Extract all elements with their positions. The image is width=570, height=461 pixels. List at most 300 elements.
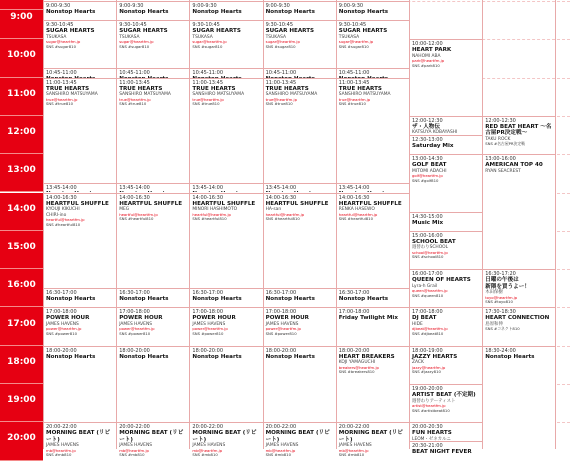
program-block[interactable] [410, 154, 482, 211]
program-title: Nonstop Hearts [192, 9, 242, 15]
program-title: ザ・人物伝 [412, 123, 440, 130]
program-time: 17:00-18:00 [46, 309, 77, 316]
program-host: HIDE [412, 321, 423, 327]
program-host: JAMES HAVENS [265, 443, 299, 449]
program-sns: SNS #queen810 [412, 292, 444, 298]
program-host: 島原和伸 [485, 321, 503, 327]
program-sns: SNS #sugar810 [46, 43, 76, 49]
program-time: 17:00-18:00 [412, 309, 443, 316]
program-title: POWER HOUR [119, 315, 163, 322]
program-host: KATSUYA KOBAYASHI [412, 130, 458, 136]
program-sns: SNS #school810 [412, 254, 444, 260]
program-mail[interactable]: school@heartfm.jp [412, 249, 448, 255]
program-sns: SNS #golf810 [412, 177, 439, 183]
program-time: 11:00-13:45 [265, 79, 297, 86]
hour-label-top [0, 0, 43, 10]
program-block[interactable] [264, 68, 336, 78]
program-sns: SNS #artistbeat810 [412, 407, 450, 413]
program-mail[interactable]: artist@heartfm.jp [412, 403, 446, 408]
program-block[interactable] [337, 422, 409, 460]
program-block[interactable] [190, 307, 262, 345]
program-block[interactable] [337, 346, 409, 423]
program-block[interactable] [410, 346, 482, 384]
program-title: HEART BREAKERS [338, 353, 395, 360]
program-sns: SNS #mb810 [338, 452, 365, 458]
program-block[interactable] [117, 183, 189, 193]
program-host: TSUKASA [265, 34, 286, 40]
program-time: 14:00-16:30 [338, 194, 370, 201]
program-block[interactable] [264, 307, 336, 345]
program-block[interactable] [337, 78, 409, 183]
program-block[interactable] [410, 116, 482, 135]
program-time: 13:00-14:30 [412, 156, 443, 163]
program-sns: SNS #power810 [46, 330, 78, 336]
program-title: Nonstop Hearts [46, 353, 96, 360]
program-host: TSUKASA [46, 34, 67, 40]
program-title: Nonstop Hearts [192, 353, 242, 360]
program-title: AMERICAN TOP 40 [485, 162, 543, 169]
program-title: MORNING BEAT (リピート) [192, 430, 257, 443]
program-mail[interactable]: power@heartfm.jp [192, 326, 228, 332]
program-mail[interactable]: power@heartfm.jp [46, 326, 82, 332]
program-block[interactable] [264, 1, 336, 20]
program-host: JAMES HAVENS [192, 443, 226, 449]
program-time: 9:00-9:30 [46, 3, 71, 9]
program-time: 20:00-22:00 [192, 424, 224, 431]
program-block[interactable] [483, 116, 555, 154]
program-title: MORNING BEAT (リピート) [265, 430, 330, 443]
program-title: HEARTFUL SHUFFLE [46, 200, 109, 207]
program-mail[interactable]: power@heartfm.jp [265, 326, 301, 332]
program-time: 18:00-19:00 [412, 347, 443, 354]
program-block[interactable] [117, 193, 189, 289]
program-title: ARTIST BEAT (不定期) [412, 392, 476, 398]
program-block[interactable] [44, 20, 116, 68]
program-block[interactable] [190, 78, 262, 183]
program-mail[interactable]: true@heartfm.jp [338, 96, 371, 102]
program-time: 10:45-11:00 [192, 70, 224, 77]
hour-label: 13:00 [0, 154, 43, 192]
program-time: 13:45-14:00 [338, 184, 370, 191]
program-block[interactable] [44, 288, 116, 307]
program-sns: SNS #true810 [265, 101, 293, 107]
program-block[interactable] [337, 288, 409, 307]
program-block[interactable] [410, 269, 482, 307]
program-block[interactable] [190, 193, 262, 289]
program-time: 18:30-24:00 [485, 347, 516, 354]
program-time: 9:30-10:45 [338, 22, 367, 29]
program-title: MORNING BEAT (リピート) [338, 430, 403, 443]
program-time: 20:30-21:00 [412, 443, 443, 450]
program-block[interactable] [483, 269, 555, 307]
hour-label: 15:00 [0, 231, 43, 269]
program-time: 9:00-9:30 [265, 3, 290, 9]
program-time: 14:00-16:30 [265, 194, 297, 201]
program-mail[interactable]: sugar@heartfm.jp [119, 39, 154, 45]
program-block[interactable] [337, 1, 409, 20]
program-block[interactable] [483, 346, 555, 461]
program-host: HA-san [265, 207, 282, 213]
program-block[interactable] [337, 183, 409, 193]
program-block[interactable] [190, 183, 262, 193]
program-title: SUGAR HEARTS [46, 28, 95, 35]
program-mail[interactable]: mb@heartfm.jp [46, 447, 76, 453]
program-time: 17:00-18:00 [119, 309, 150, 316]
program-mail[interactable]: sugar@heartfm.jp [265, 39, 300, 45]
program-host: JAMES HAVENS [265, 321, 299, 327]
program-host: MINORI HASHIMOTO [192, 207, 238, 213]
program-mail[interactable]: heartful@heartfm.jp [265, 211, 305, 217]
program-title: Nonstop Hearts [338, 296, 389, 303]
program-block[interactable] [483, 154, 555, 269]
program-time: 18:00-20:00 [338, 347, 370, 354]
program-sns: SNS #heartful810 [119, 216, 154, 222]
hour-label: 19:00 [0, 384, 43, 422]
program-block[interactable] [410, 39, 482, 116]
program-time: 16:30-17:00 [265, 290, 297, 297]
program-block[interactable] [190, 346, 262, 423]
program-block[interactable] [264, 288, 336, 307]
program-block[interactable] [264, 193, 336, 289]
program-sns: SNS #名古屋PR決定戦 [485, 141, 525, 147]
program-time: 10:45-11:00 [265, 70, 297, 77]
program-time: 13:45-14:00 [192, 184, 224, 191]
program-block[interactable] [190, 20, 262, 68]
program-title: SCHOOL BEAT [412, 238, 456, 245]
program-title: Friday Twilight Mix [338, 315, 398, 322]
program-mail[interactable]: heartful@heartfm.jp [192, 211, 231, 217]
program-block[interactable] [337, 307, 409, 345]
program-host: MITOMI ADACHI [412, 168, 447, 174]
program-mail[interactable]: heartful@heartfm.jp [119, 211, 158, 217]
program-time: 13:45-14:00 [46, 184, 77, 191]
program-host: JAMES HAVENS [119, 443, 153, 449]
program-host: 木田保樹 [485, 290, 503, 296]
program-title: Nonstop Hearts [485, 353, 535, 360]
program-mail[interactable]: true@heartfm.jp [192, 96, 224, 102]
program-title: Nonstop Hearts [338, 9, 389, 15]
program-time: 11:00-13:45 [119, 79, 150, 86]
program-time: 13:00-16:00 [485, 156, 516, 163]
program-title: TRUE HEARTS [46, 85, 90, 92]
program-title: RED BEAT HEART ～名古屋PR決定戦～ [485, 123, 552, 137]
program-sns: SNS #true810 [119, 101, 147, 107]
program-time: 12:00-12:30 [412, 117, 443, 124]
program-mail[interactable]: heartful@heartfm.jp [46, 216, 85, 222]
program-sns: SNS #heartful810 [338, 216, 374, 222]
program-time: 18:00-20:00 [265, 347, 297, 354]
program-block[interactable] [264, 346, 336, 423]
program-sns: SNS #breakers810 [338, 369, 375, 375]
program-host: LEOM・ゼネカルニ [412, 436, 451, 442]
program-time: 10:45-11:00 [338, 70, 370, 77]
program-block[interactable] [44, 183, 116, 193]
program-mail[interactable]: jazzy@heartfm.jp [412, 364, 446, 370]
program-mail[interactable]: breakers@heartfm.jp [338, 364, 379, 370]
program-title: HEARTFUL SHUFFLE [119, 200, 183, 207]
program-block[interactable] [337, 68, 409, 78]
program-time: 11:00-13:45 [46, 79, 77, 86]
program-mail[interactable]: park@heartfm.jp [412, 58, 445, 64]
program-title: DJ BEAT [412, 315, 437, 322]
program-sns: SNS #sugar810 [192, 43, 223, 49]
program-time: 17:30-18:30 [485, 309, 516, 316]
program-block[interactable] [190, 68, 262, 78]
program-host: TSUKASA [192, 34, 213, 40]
program-block[interactable] [410, 135, 482, 154]
program-title: Nonstop Hearts [119, 353, 169, 360]
program-host: JAMES HAVENS [46, 321, 79, 327]
hour-label: 17:00 [0, 307, 43, 345]
program-sns: SNS #true810 [338, 101, 366, 107]
program-title: Nonstop Hearts [46, 296, 96, 303]
program-sns: SNS #sugar810 [265, 43, 296, 49]
program-time: 20:00-22:00 [119, 424, 150, 431]
program-title: GOLF BEAT [412, 162, 447, 169]
program-host: SANSHIRO MATSUYAMA [46, 92, 98, 98]
program-title: TRUE HEARTS [119, 85, 163, 92]
program-host: SANSHIRO MATSUYAMA [265, 92, 318, 98]
program-block[interactable] [117, 346, 189, 423]
hour-label: 14:00 [0, 193, 43, 231]
program-host: ZACK [412, 360, 424, 366]
program-mail[interactable]: mb@heartfm.jp [338, 447, 369, 453]
program-sns: SNS #toyo810 [485, 299, 513, 305]
program-time: 19:00-20:00 [412, 386, 443, 392]
program-block[interactable] [44, 1, 116, 20]
hour-label: 18:00 [0, 346, 43, 384]
program-block[interactable] [410, 384, 482, 422]
program-time: 11:00-13:45 [338, 79, 370, 86]
program-time: 20:00-22:00 [46, 424, 77, 431]
program-block[interactable] [44, 78, 116, 183]
program-block[interactable] [337, 20, 409, 68]
program-host: NAHOMI ABA [412, 53, 441, 59]
program-time: 16:30-17:00 [119, 290, 150, 297]
program-time: 15:00-16:00 [412, 232, 443, 239]
program-host: KYOUJI KIKUCHI CHIRI-ino [46, 207, 80, 218]
program-block[interactable] [264, 78, 336, 183]
program-block[interactable] [117, 20, 189, 68]
hour-label: 16:00 [0, 269, 43, 307]
program-sns: SNS #park810 [412, 62, 440, 68]
program-title: MORNING BEAT (リピート) [46, 430, 111, 443]
program-title: SUGAR HEARTS [265, 28, 315, 35]
program-time: 10:00-12:00 [412, 41, 443, 48]
column-divider [555, 0, 556, 449]
program-title: Nonstop Hearts [119, 9, 169, 15]
program-block[interactable] [117, 307, 189, 345]
program-title: Music Mix [412, 219, 444, 226]
program-title: FUN HEARTS [412, 430, 452, 437]
program-block[interactable] [264, 422, 336, 460]
program-block[interactable] [410, 441, 482, 460]
program-time: 14:30-15:00 [412, 213, 443, 220]
program-block[interactable] [190, 288, 262, 307]
program-sns: SNS #jazzy810 [412, 369, 441, 375]
program-sns: SNS #mb810 [265, 452, 291, 458]
program-title: HEART PARK [412, 47, 452, 54]
program-host: TSUKASA [119, 34, 140, 40]
program-block[interactable] [117, 288, 189, 307]
program-title: Nonstop Hearts [119, 296, 169, 303]
program-mail[interactable]: mb@heartfm.jp [119, 447, 149, 453]
program-title: Saturday Mix [412, 143, 454, 150]
hour-label: 10:00 [0, 39, 43, 77]
program-sns: SNS #true810 [192, 101, 220, 107]
program-block[interactable] [117, 68, 189, 78]
program-title: SUGAR HEARTS [192, 28, 241, 35]
program-title: TRUE HEARTS [192, 85, 236, 92]
program-sns: SNS #コネクト810 [485, 326, 520, 332]
program-time: 18:00-20:00 [192, 347, 224, 354]
program-title: HEARTFUL SHUFFLE [192, 200, 256, 207]
program-host: MEG [119, 207, 130, 213]
program-host: JAMES HAVENS [192, 321, 226, 327]
program-time: 9:30-10:45 [265, 22, 294, 29]
program-title: 日曜の午後は 新隈を買うよー！ [485, 277, 530, 290]
program-mail[interactable]: sugar@heartfm.jp [338, 39, 374, 45]
program-mail[interactable]: mb@heartfm.jp [265, 447, 296, 453]
program-block[interactable] [44, 68, 116, 78]
program-sns: SNS #sugar810 [119, 43, 150, 49]
program-block[interactable] [190, 1, 262, 20]
program-mail[interactable]: sugar@heartfm.jp [192, 39, 227, 45]
program-host: JAMES HAVENS [338, 443, 372, 449]
program-mail[interactable]: power@heartfm.jp [119, 326, 155, 332]
program-time: 17:00-18:00 [338, 309, 370, 316]
program-title: TRUE HEARTS [265, 85, 309, 92]
program-host: JAMES HAVENS [46, 443, 79, 449]
program-time: 14:00-16:30 [119, 194, 150, 201]
program-time: 17:00-18:00 [192, 309, 224, 316]
program-block[interactable] [410, 422, 482, 441]
program-block[interactable] [264, 183, 336, 193]
program-time: 12:30-13:00 [412, 137, 443, 144]
program-time: 14:00-16:30 [46, 194, 77, 201]
hour-label: 11:00 [0, 78, 43, 116]
program-block[interactable] [410, 212, 482, 231]
program-mail[interactable]: heartful@heartfm.jp [338, 211, 378, 217]
program-sns: SNS #power810 [192, 330, 224, 336]
program-title: SUGAR HEARTS [119, 28, 168, 35]
program-block[interactable] [190, 422, 262, 460]
program-host: RYAN SEACREST [485, 168, 521, 174]
program-title: Nonstop Hearts [265, 353, 315, 360]
program-sns: SNS #power810 [119, 330, 151, 336]
program-host: KOJI YAMAGUCHI [338, 360, 376, 366]
program-block[interactable] [117, 1, 189, 20]
program-host: 週替わりSCHOOL [412, 245, 449, 251]
program-mail[interactable]: golf@heartfm.jp [412, 173, 443, 179]
hour-label: 9:00 [0, 1, 43, 39]
program-host: SANSHIRO MATSUYAMA [119, 92, 171, 98]
program-title: Nonstop Hearts [46, 9, 96, 15]
program-time: 16:30-17:00 [338, 290, 370, 297]
program-mail[interactable]: true@heartfm.jp [119, 96, 151, 102]
program-title: POWER HOUR [265, 315, 309, 322]
program-title: HEARTFUL SHUFFLE [338, 200, 402, 207]
program-sns: SNS #heartful810 [192, 216, 227, 222]
hour-label: 20:00 [0, 422, 43, 460]
program-mail[interactable]: mb@heartfm.jp [192, 447, 223, 453]
program-time: 9:30-10:45 [192, 22, 220, 29]
program-block[interactable] [264, 20, 336, 68]
program-block[interactable] [337, 193, 409, 289]
program-time: 11:00-13:45 [192, 79, 224, 86]
program-title: JAZZY HEARTS [412, 353, 458, 360]
program-time: 10:45-11:00 [119, 70, 150, 77]
program-sns: SNS #power810 [265, 330, 297, 336]
program-mail[interactable]: sugar@heartfm.jp [46, 39, 81, 45]
program-mail[interactable]: djbeat@heartfm.jp [412, 326, 448, 332]
program-block[interactable] [44, 307, 116, 345]
program-mail[interactable]: queen@heartfm.jp [412, 288, 448, 294]
program-block[interactable] [44, 346, 116, 423]
program-sns: SNS #heartful810 [265, 216, 300, 222]
program-time: 20:00-22:00 [338, 424, 370, 431]
program-block[interactable] [410, 307, 482, 345]
program-host: 週替わりアーティスト [412, 398, 456, 404]
program-title: Nonstop Hearts [192, 296, 242, 303]
program-time: 10:45-11:00 [46, 70, 77, 77]
program-time: 16:00-17:00 [412, 271, 443, 278]
program-title: Nonstop Hearts [265, 9, 315, 15]
program-title: TRUE HEARTS [338, 85, 382, 92]
program-sns: SNS #djbeat810 [412, 330, 444, 336]
program-time: 20:00-20:30 [412, 424, 443, 431]
program-time: 12:00-12:30 [485, 117, 516, 124]
program-sns: SNS #heartful810 [46, 221, 81, 227]
program-host: JAMES HAVENS [119, 321, 153, 327]
program-sns: SNS #mb810 [119, 452, 145, 458]
program-mail[interactable]: true@heartfm.jp [265, 96, 298, 102]
program-sns: SNS #mb810 [46, 452, 72, 458]
program-time: 9:30-10:45 [46, 22, 74, 29]
program-time: 18:00-20:00 [119, 347, 150, 354]
program-time: 16:30-17:00 [46, 290, 77, 297]
program-block[interactable] [117, 78, 189, 183]
program-block[interactable] [117, 422, 189, 460]
program-title: MORNING BEAT (リピート) [119, 430, 184, 443]
program-block[interactable] [44, 193, 116, 289]
program-block[interactable] [410, 231, 482, 269]
program-host: SANSHIRO MATSUYAMA [192, 92, 245, 98]
program-sns: SNS #true810 [46, 101, 74, 107]
program-time: 14:00-16:30 [192, 194, 224, 201]
program-time: 9:30-10:45 [119, 22, 147, 29]
program-time: 18:00-20:00 [46, 347, 77, 354]
program-block[interactable] [44, 422, 116, 460]
program-time: 9:00-9:30 [338, 3, 364, 9]
program-time: 16:30-17:20 [485, 271, 516, 278]
program-title: BEAT NIGHT FEVER [412, 449, 472, 456]
program-host: Lyra-h Grail [412, 283, 438, 289]
program-time: 16:30-17:00 [192, 290, 224, 297]
program-title: POWER HOUR [192, 315, 236, 322]
program-time: 9:00-9:30 [119, 3, 144, 9]
program-mail[interactable]: true@heartfm.jp [46, 96, 78, 102]
program-host: RENKA HASEWO [338, 207, 375, 213]
program-mail[interactable]: toyo@heartfm.jp [485, 294, 518, 300]
program-sns: SNS #mb810 [192, 452, 218, 458]
program-host: TAKU ROCK [485, 137, 511, 143]
program-time: 9:00-9:30 [192, 3, 217, 9]
program-title: POWER HOUR [46, 315, 90, 322]
program-title: HEART CONNECTION [485, 315, 550, 322]
program-title: QUEEN OF HEARTS [412, 277, 471, 284]
program-block[interactable] [483, 307, 555, 345]
